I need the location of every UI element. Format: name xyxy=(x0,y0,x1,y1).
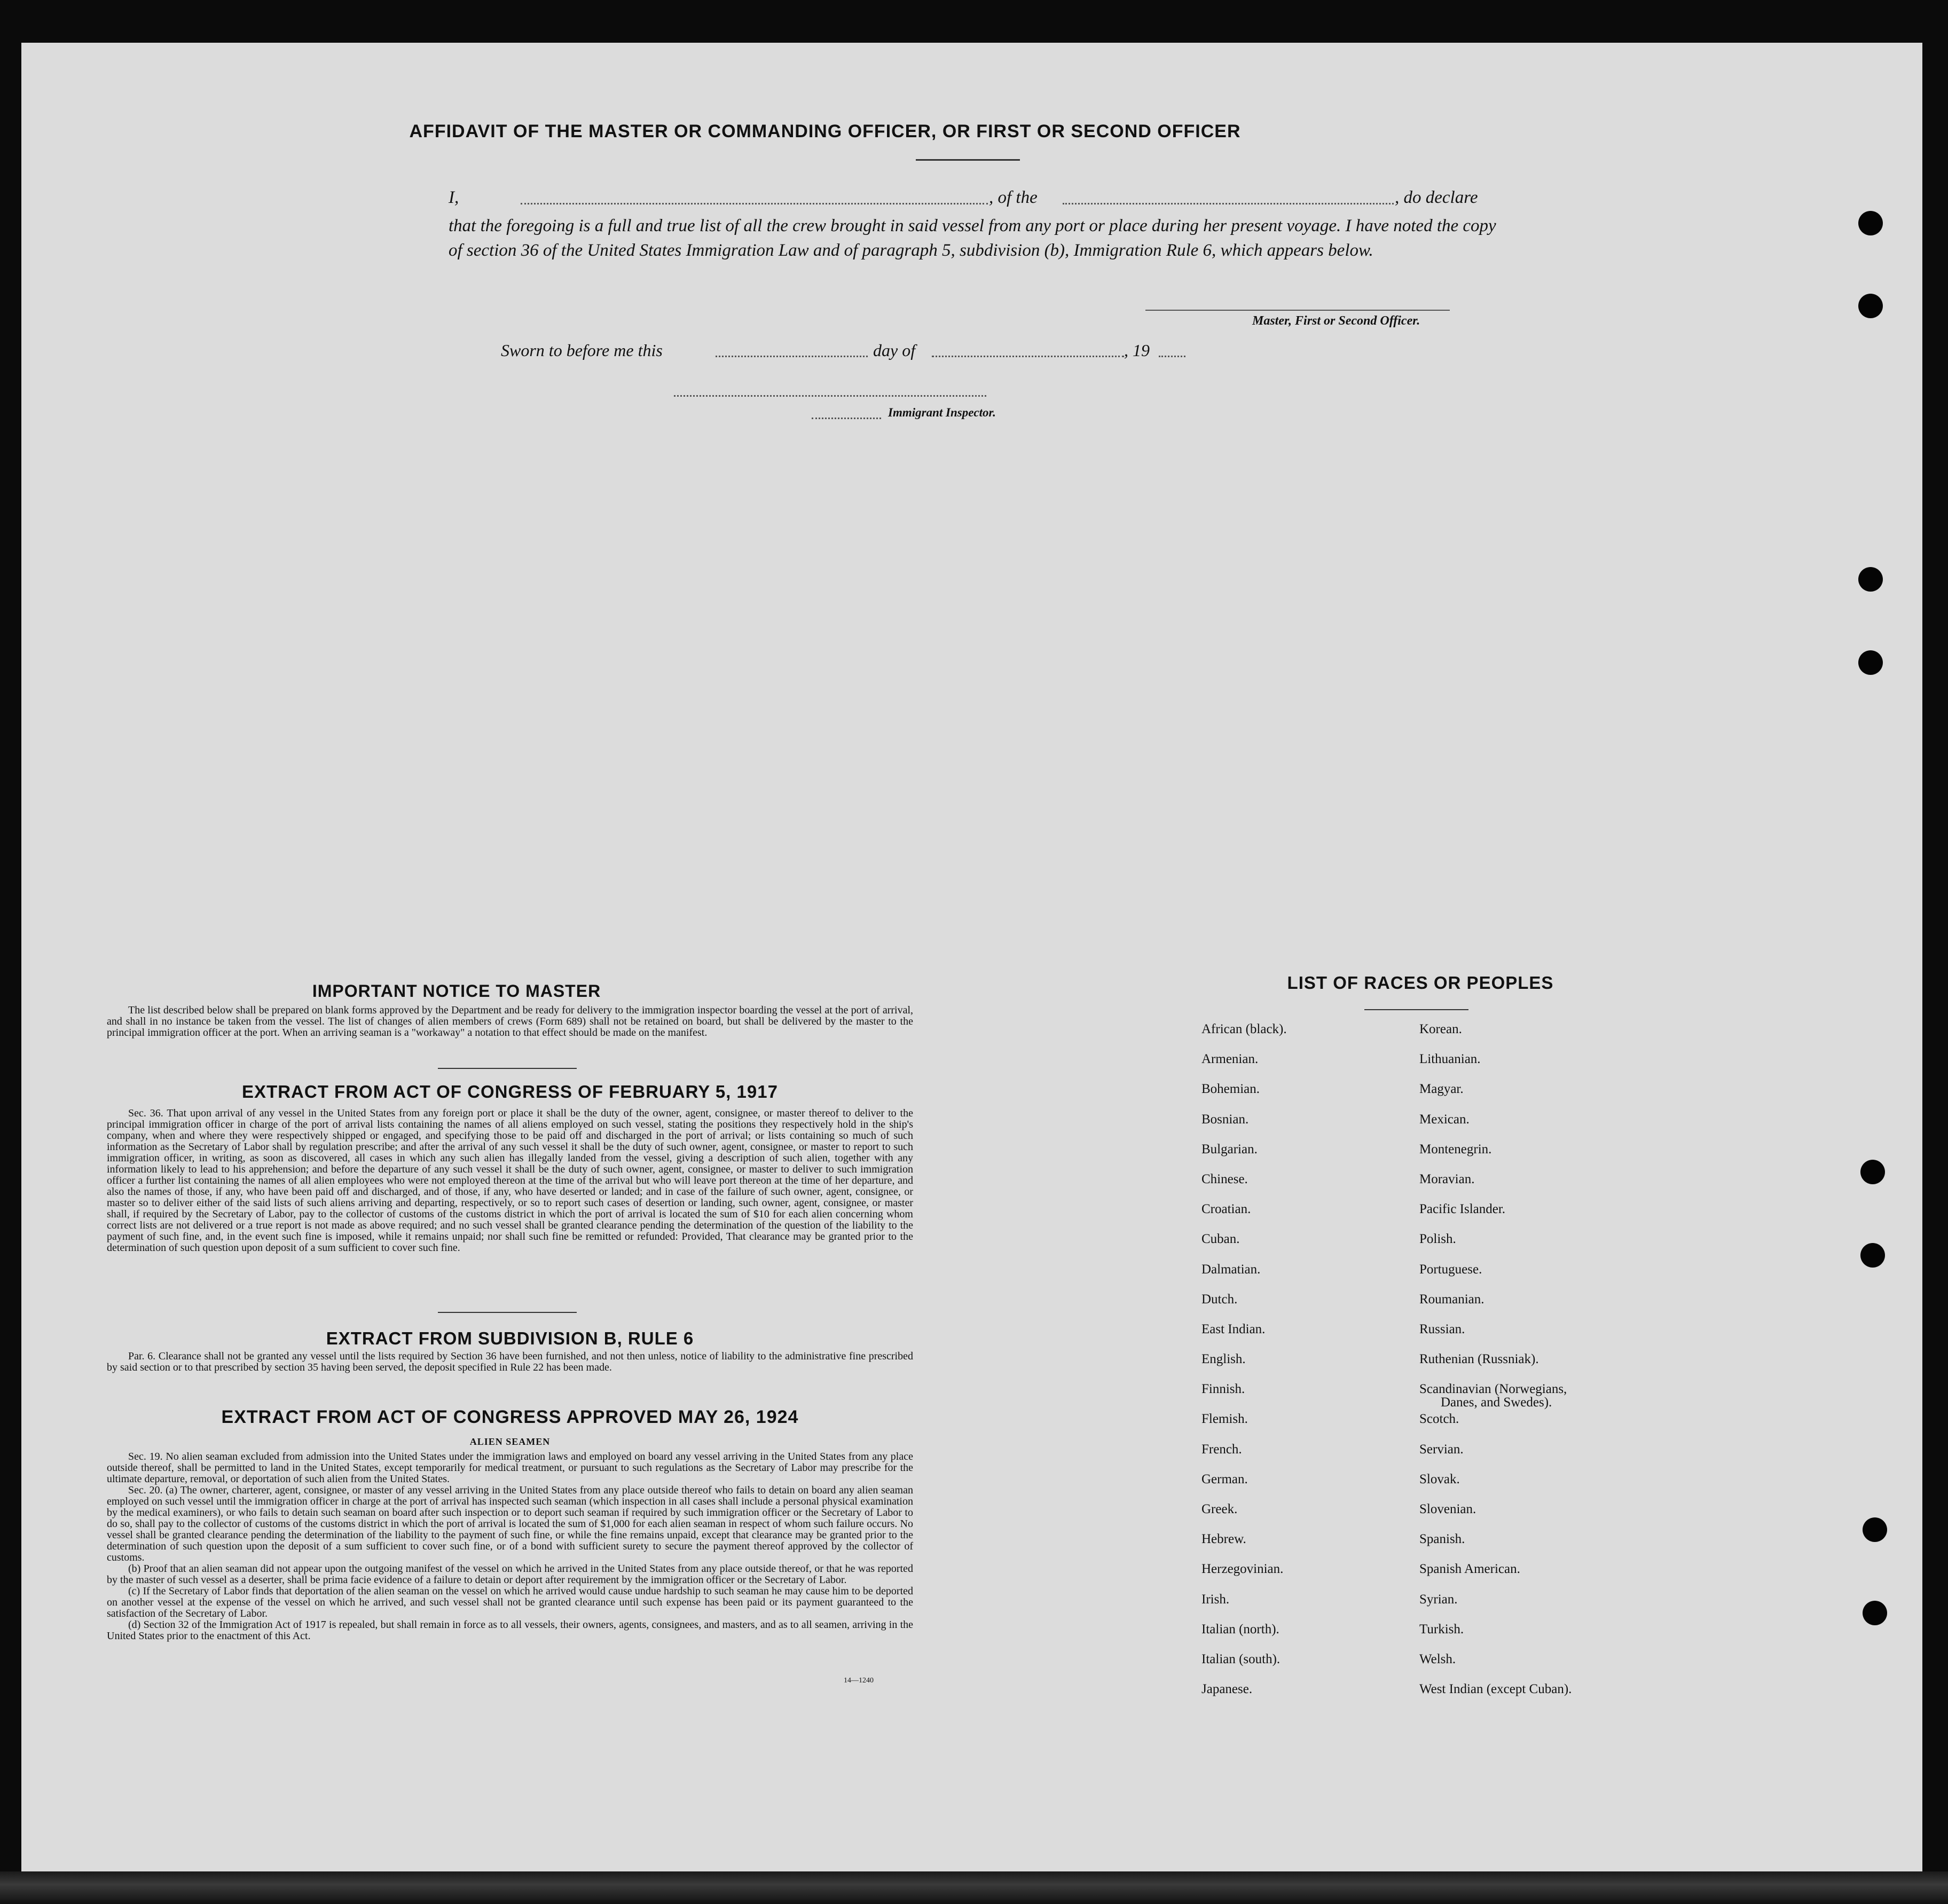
section-divider xyxy=(438,1068,577,1069)
inspector-prefix-line xyxy=(812,418,881,419)
day-of-label: day of xyxy=(873,341,916,360)
extract-1924-text xyxy=(107,1451,913,1642)
punch-hole xyxy=(1863,1517,1887,1542)
race-item: Magyar. xyxy=(1419,1082,1464,1097)
race-item-continuation: Danes, and Swedes). xyxy=(1441,1395,1552,1410)
declaration-text: that the foregoing is a full and true list of all the crew brought in said vessel from any port or place during her present voyage. I have noted the copy of section 36 of the United States Immigration Law and of paragraph 5, subdivision (b), Immigration Rule 6, which appears below. xyxy=(449,216,1496,260)
race-item: Welsh. xyxy=(1419,1651,1456,1666)
race-item: Montenegrin. xyxy=(1419,1142,1492,1156)
race-item: Armenian. xyxy=(1201,1052,1259,1067)
races-title: LIST OF RACES OR PEOPLES xyxy=(1287,973,1554,993)
race-item: Herzegovinian. xyxy=(1201,1562,1284,1577)
race-item: Korean. xyxy=(1419,1022,1462,1036)
race-item: Spanish American. xyxy=(1419,1562,1520,1577)
race-item: Turkish. xyxy=(1419,1622,1464,1637)
punch-hole xyxy=(1858,211,1883,235)
race-item: Finnish. xyxy=(1201,1382,1245,1397)
title-underline xyxy=(916,159,1020,161)
declaration-line xyxy=(449,188,459,208)
section-20a-paragraph: Sec. 20. (a) The owner, charterer, agent, consignee, or master of any vessel arriving in the United States from any place outside thereof who fails to detain on board any alien seaman employed on such vessel until the immigration officer in charge at the port of arrival has inspected such seaman (which inspection in all cases shall include a personal physical examination by the medical examiners), or who fails to detain such seaman on board after such inspection or to deport such seaman if required by such immigration officer or the Secretary of Labor to do so, shall pay to the collector of customs of the customs district in which the port of arrival is located the sum of $1,000 for each alien seaman in respect of whom such failure occurs. No vessel shall be granted clearance pending the determination of the liability to the payment of such fine, or while the fine remains unpaid, except that clearance may be granted prior to the determination of such question upon the deposit of a sum sufficient to cover such fine, or of a bond with sufficient surety to secure the payment thereof approved by the collector of customs. xyxy=(107,1484,913,1563)
race-item: Greek. xyxy=(1201,1502,1238,1516)
race-item: Roumanian. xyxy=(1419,1292,1484,1307)
race-item: Bohemian. xyxy=(1201,1082,1260,1097)
race-item: Scotch. xyxy=(1419,1412,1459,1427)
notice-text xyxy=(107,1005,913,1038)
race-item: East Indian. xyxy=(1201,1321,1266,1336)
section-20b-paragraph: (b) Proof that an alien seaman did not appear upon the outgoing manifest of the vessel on which he arrived in the United States from any place outside thereof, or that he was reported by the master of such vessel as a deserter, shall be prima facie evidence of a failure to detain or deport after requirement by the immigration officer or the Secretary of Labor. xyxy=(107,1563,913,1586)
punch-hole xyxy=(1860,1160,1885,1184)
race-item: Chinese. xyxy=(1201,1171,1248,1186)
race-item: Slovak. xyxy=(1419,1472,1460,1486)
section-divider xyxy=(438,1312,577,1313)
race-item: Polish. xyxy=(1419,1232,1456,1247)
of-the-label: , of the xyxy=(989,188,1038,207)
declare-label: , do declare xyxy=(1395,188,1478,207)
section-19-paragraph: Sec. 19. No alien seaman excluded from admission into the United States under the immigration laws and employed on board any vessel arriving in the United States from any place outside thereof, shall be permitted to land in the United States, except temporarily for medical treatment, or pursuant to such regulations as the Secretary of Labor may prescribe for the ultimate departure, removal, or deportation of such alien from the United States. xyxy=(107,1451,913,1485)
sworn-day-field[interactable] xyxy=(716,356,868,357)
races-left-column xyxy=(1201,1022,1287,1712)
race-item: Flemish. xyxy=(1201,1412,1248,1427)
races-right-column xyxy=(1419,1022,1572,1712)
race-item: Scandinavian (Norwegians, Danes, and Swedes). xyxy=(1419,1382,1572,1412)
scan-edge xyxy=(0,1871,1948,1904)
race-item: Japanese. xyxy=(1201,1682,1253,1697)
race-item: Cuban. xyxy=(1201,1232,1240,1247)
inspector-label: Immigrant Inspector. xyxy=(888,406,996,419)
extract-1917-title: EXTRACT FROM ACT OF CONGRESS OF FEBRUARY 5, 1917 xyxy=(242,1082,778,1102)
race-item: Syrian. xyxy=(1419,1592,1458,1607)
race-item: German. xyxy=(1201,1472,1248,1486)
race-item: Bulgarian. xyxy=(1201,1142,1258,1156)
form-number: 14—1240 xyxy=(844,1677,874,1685)
punch-hole xyxy=(1858,650,1883,675)
section-20c-paragraph: (c) If the Secretary of Labor finds that deportation of the alien seaman on the vessel on which he arrived would cause undue hardship to such seaman he may cause him to be deported on another vessel at the expense of the vessel on which he arrived, and such vessel shall not be granted clearance until such expense has been paid or its payment guaranteed to the satisfaction of the Secretary of Labor. xyxy=(107,1585,913,1619)
race-item: Portuguese. xyxy=(1419,1262,1482,1277)
race-item: Italian (north). xyxy=(1201,1622,1279,1637)
race-item: Pacific Islander. xyxy=(1419,1202,1506,1217)
extract-rule6-title: EXTRACT FROM SUBDIVISION B, RULE 6 xyxy=(326,1328,694,1348)
year-label: , 19 xyxy=(1124,341,1150,360)
punch-hole xyxy=(1858,567,1883,592)
race-item: Mexican. xyxy=(1419,1112,1470,1127)
race-item: Slovenian. xyxy=(1419,1502,1476,1516)
race-item: Moravian. xyxy=(1419,1171,1475,1186)
race-item: English. xyxy=(1201,1352,1246,1367)
race-item: Dalmatian. xyxy=(1201,1262,1261,1277)
inspector-signature-line[interactable] xyxy=(674,395,986,397)
declarant-prefix: I, xyxy=(449,188,459,207)
notice-title: IMPORTANT NOTICE TO MASTER xyxy=(312,981,601,1001)
race-item: Hebrew. xyxy=(1201,1532,1246,1547)
sworn-month-field[interactable] xyxy=(932,356,1124,357)
race-item: Spanish. xyxy=(1419,1532,1465,1547)
vessel-field[interactable] xyxy=(1063,203,1394,204)
section-20d-paragraph: (d) Section 32 of the Immigration Act of 1917 is repealed, but shall remain in force as to all vessels, their owners, agents, consignees, and masters, and as to all seamen, arriving in the United States prior to the enactment of this Act. xyxy=(107,1619,913,1642)
extract-rule6-text xyxy=(107,1351,913,1373)
master-signature-label: Master, First or Second Officer. xyxy=(1252,314,1420,328)
sworn-label: Sworn to before me this xyxy=(501,341,663,360)
race-item: Russian. xyxy=(1419,1321,1465,1336)
punch-hole xyxy=(1860,1243,1885,1268)
races-title-underline xyxy=(1364,1009,1468,1010)
race-item: Lithuanian. xyxy=(1419,1052,1481,1067)
race-item: Italian (south). xyxy=(1201,1651,1281,1666)
notice-paragraph: The list described below shall be prepared on blank forms approved by the Department and be ready for delivery to the immigration inspector boarding the vessel at the port of arrival, and shall in no instance be taken from the vessel. The list of changes of alien members of crews (Form 689) shall not be retained on board, but shall be delivered by the master to the principal immigration officer at the port. When an arriving seaman is a "workaway" a notation to that effect should be made on the manifest. xyxy=(107,1004,913,1038)
race-item: Servian. xyxy=(1419,1442,1464,1457)
race-item: African (black). xyxy=(1201,1022,1287,1036)
extract-1917-text xyxy=(107,1108,913,1254)
race-item: Ruthenian (Russniak). xyxy=(1419,1352,1539,1367)
alien-seamen-subhead: ALIEN SEAMEN xyxy=(469,1436,551,1447)
race-item: Bosnian. xyxy=(1201,1112,1249,1127)
punch-hole xyxy=(1858,294,1883,318)
race-item: West Indian (except Cuban). xyxy=(1419,1682,1572,1697)
race-item: Croatian. xyxy=(1201,1202,1251,1217)
name-field[interactable] xyxy=(521,203,988,204)
extract-1924-title: EXTRACT FROM ACT OF CONGRESS APPROVED MAY 26, 1924 xyxy=(221,1407,799,1427)
paragraph-6: Par. 6. Clearance shall not be granted any vessel until the lists required by Section 36 have been furnished, and not then unless, notice of liability to the administrative fine prescribed by said section or to that prescribed by section 35 having been served, the deposit specified in Rule 22 has been made. xyxy=(107,1350,913,1373)
race-item: French. xyxy=(1201,1442,1242,1457)
sworn-year-field[interactable] xyxy=(1159,356,1185,357)
section-36-paragraph: Sec. 36. That upon arrival of any vessel in the United States from any foreign port or place it shall be the duty of the owner, agent, consignee, or master thereof to deliver to the principal immigration officer in charge of the port of arrival lists containing the names of all aliens employed on such vessel, stating the positions they respectively hold in the ship's company, when and where they were respectively shipped or engaged, and specifying those to be paid off and discharged in the port of arrival; or lists containing so much of such information as the Secretary of Labor shall by regulation prescribe; and after the arrival of any such vessel it shall be the duty of such owner, agent, consignee, or master to report to such immigration officer, in writing, as soon as discovered, all cases in which any such alien has illegally landed from the vessel, giving a description of such alien, together with any information likely to lead to his apprehension; and before the departure of any such vessel it shall be the duty of such owner, agent, consignee, or master to deliver to such immigration officer a further list containing the names of all alien employees who were not employed thereon at the time of the arrival but who will leave port thereon at the time of her departure, and also the names of those, if any, who have been paid off and discharged, and of those, if any, who have deserted or landed; and in case of the failure of such owner, agent, consignee, or master so to deliver either of the said lists of such aliens arriving and departing, respectively, or so to report such cases of desertion or landing, such owner, agent, consignee, or master shall, if required by the Secretary of Labor, pay to the collector of customs of the customs district in which the port of arrival is located the sum of $10 for each alien concerning whom correct lists are not delivered or a true report is not made as above required; and no such vessel shall be granted clearance pending the determination of the question of the liability to the payment of such fine, and, in the event such fine is imposed, while it remains unpaid; nor shall such fine be remitted or refunded: Provided, That clearance may be granted prior to the determination of such question upon deposit of a sum sufficient to cover such fine. xyxy=(107,1107,913,1254)
race-item: Dutch. xyxy=(1201,1292,1238,1307)
master-signature-line[interactable] xyxy=(1145,310,1450,311)
race-item: Irish. xyxy=(1201,1592,1230,1607)
affidavit-title: AFFIDAVIT OF THE MASTER OR COMMANDING OFFICER, OR FIRST OR SECOND OFFICER xyxy=(409,121,1241,141)
punch-hole xyxy=(1863,1601,1887,1625)
